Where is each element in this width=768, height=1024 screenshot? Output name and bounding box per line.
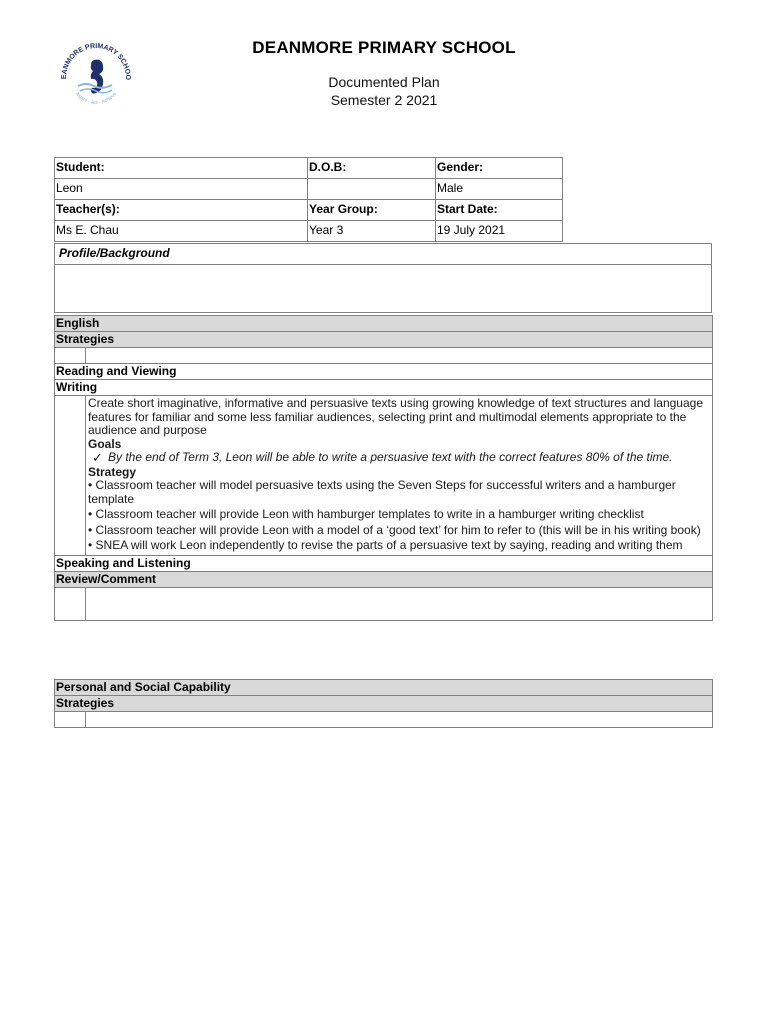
gender-label: Gender:	[436, 158, 563, 179]
gender-value: Male	[436, 179, 563, 200]
empty-cell	[86, 348, 713, 364]
writing-content	[86, 396, 713, 556]
semester-label: Semester 2 2021	[330, 92, 438, 108]
profile-heading: Profile/Background	[54, 243, 712, 265]
empty-cell	[55, 587, 86, 620]
year-group-value: Year 3	[308, 221, 436, 242]
writing-description: Create short imaginative, informative and persuasive texts using growing knowledge of text structures and language features for familiar and some less familiar audiences, selecting print and multimodal elements appropriate to the audience and purpose	[88, 396, 704, 437]
strategy-item: • Classroom teacher will provide Leon with a model of a ‘good text’ for him to refer to (this will be in his writing book)	[88, 522, 701, 537]
student-value: Leon	[55, 179, 308, 200]
personal-social-heading: Personal and Social Capability	[55, 680, 713, 696]
logo-text: EANMORE PRIMARY SCHOO	[60, 42, 132, 81]
empty-cell	[86, 587, 713, 620]
dob-label: D.O.B:	[308, 158, 436, 179]
school-name: DEANMORE PRIMARY SCHOOL	[252, 38, 516, 57]
strategy-item: • Classroom teacher will model persuasive texts using the Seven Steps for successful writers and a hamburger template	[88, 478, 676, 506]
goal-text: By the end of Term 3, Leon will be able to write a persuasive text with the correct features 80% of the time.	[108, 450, 673, 464]
strategy-label: Strategy	[88, 464, 137, 479]
checkmark-icon: ✓	[92, 450, 103, 465]
writing-heading: Writing	[55, 380, 713, 396]
empty-cell	[55, 348, 86, 364]
english-strategies-heading: Strategies	[55, 332, 713, 348]
personal-social-table	[54, 679, 713, 728]
review-comment-heading: Review/Comment	[55, 571, 713, 587]
goals-label: Goals	[88, 436, 122, 451]
strategy-item: • SNEA will work Leon independently to revise the parts of a persuasive text by saying, reading and writing them	[88, 538, 683, 552]
english-table	[54, 315, 713, 621]
empty-cell	[55, 712, 86, 728]
logo-motto: Aspire · Act · Achieve	[73, 91, 119, 107]
teacher-value: Ms E. Chau	[55, 221, 308, 242]
personal-strategies-heading: Strategies	[55, 696, 713, 712]
speaking-listening-heading: Speaking and Listening	[55, 555, 713, 571]
empty-cell	[86, 712, 713, 728]
year-group-label: Year Group:	[308, 200, 436, 221]
reading-viewing-heading: Reading and Viewing	[55, 364, 713, 380]
profile-body	[54, 264, 712, 313]
document-title: Documented Plan	[328, 74, 440, 90]
student-label: Student:	[55, 158, 308, 179]
dob-value	[308, 179, 436, 200]
start-date-value: 19 July 2021	[436, 221, 563, 242]
empty-cell	[55, 396, 86, 556]
english-heading: English	[55, 316, 713, 332]
start-date-label: Start Date:	[436, 200, 563, 221]
goal-item	[88, 451, 710, 465]
teacher-label: Teacher(s):	[55, 200, 308, 221]
strategy-item: • Classroom teacher will provide Leon with hamburger templates to write in a hamburger writing checklist	[88, 507, 644, 521]
student-info-table	[54, 157, 563, 242]
